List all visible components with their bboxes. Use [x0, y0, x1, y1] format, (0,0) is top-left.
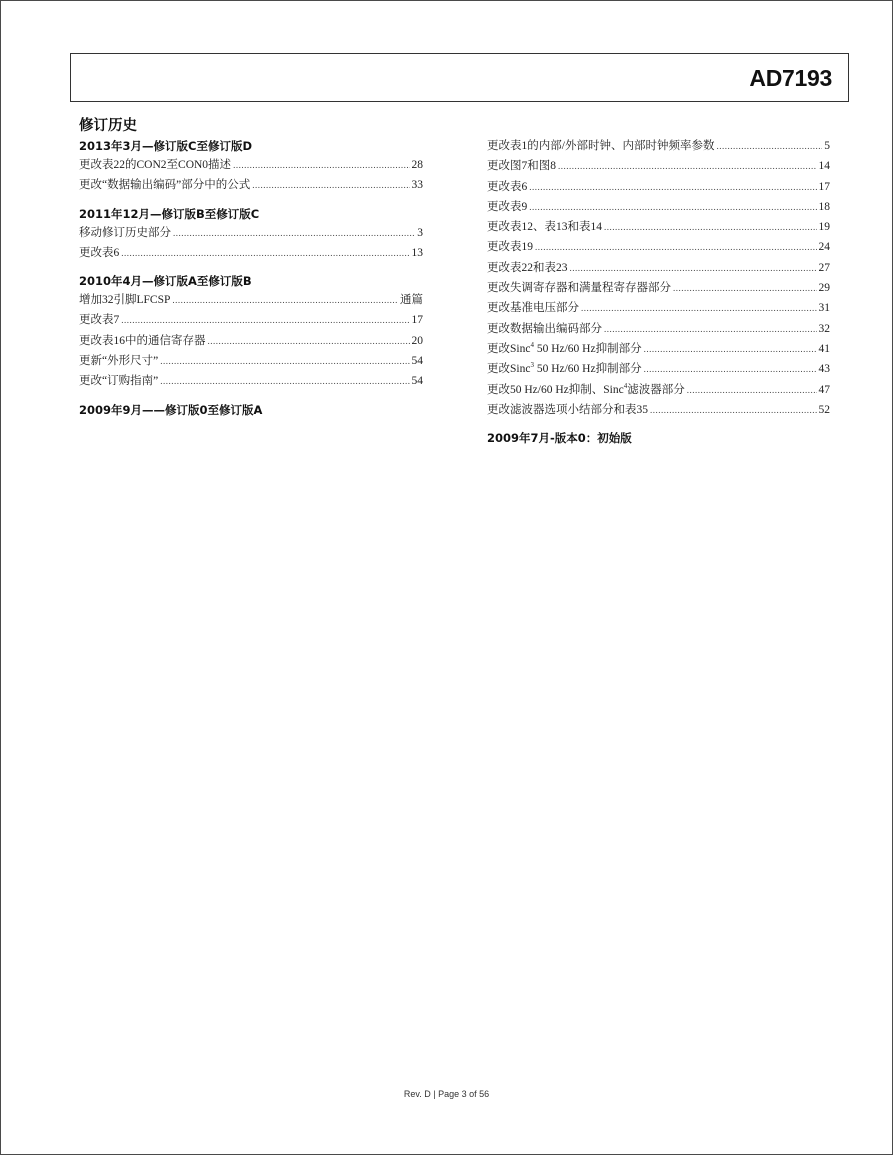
leader-dots: [644, 339, 817, 359]
leader-dots: [687, 380, 817, 400]
superscript: 4: [530, 341, 534, 350]
toc-label: 更改基准电压部分: [487, 302, 579, 315]
toc-label: 更改表9: [487, 200, 528, 213]
toc-label: 更改图7和图8: [487, 160, 556, 173]
toc-page: 3: [417, 226, 423, 239]
toc-entry[interactable]: [487, 237, 830, 257]
toc-label: 更改表19: [487, 241, 533, 254]
toc-label: 增加32引脚LFCSP: [79, 294, 171, 307]
toc-entry[interactable]: [79, 310, 423, 330]
leader-dots: [650, 400, 817, 420]
revision-history-right-column: [487, 136, 830, 447]
leader-dots: [716, 136, 822, 156]
toc-label: 更改表22的CON2至CON0描述: [79, 159, 232, 171]
toc-label: 更改表16中的通信寄存器: [79, 334, 206, 347]
toc-page: 29: [818, 282, 830, 295]
toc-page: 54: [411, 375, 423, 388]
leader-dots: [535, 237, 817, 257]
leader-dots: [160, 371, 409, 391]
toc-label: [487, 339, 642, 359]
leader-dots: [570, 258, 817, 278]
toc-page: 54: [411, 355, 423, 368]
toc-label-text: 更改Sinc: [487, 363, 531, 376]
leader-dots: [529, 197, 816, 217]
toc-page: 27: [818, 261, 830, 274]
revision-group-title: 2013年3月—修订版C至修订版D: [79, 139, 252, 153]
toc-entry[interactable]: [487, 278, 830, 298]
toc-page: 5: [824, 140, 830, 152]
leader-dots: [173, 223, 415, 243]
section-title: 修订历史: [79, 118, 137, 134]
toc-label: 更改表6: [487, 180, 528, 193]
toc-entry[interactable]: [79, 371, 423, 391]
toc-label-text: 更改50 Hz/60 Hz抑制、Sinc: [487, 383, 624, 396]
toc-page: 41: [818, 342, 830, 355]
header-box: [70, 53, 849, 102]
page-footer: Rev. D | Page 3 of 56: [403, 1089, 490, 1099]
toc-entry[interactable]: [487, 400, 830, 420]
toc-page: 31: [818, 302, 830, 315]
revision-history-left-column: [79, 115, 423, 419]
leader-dots: [208, 331, 410, 351]
toc-label: 更改“数据输出编码”部分中的公式: [79, 179, 251, 192]
leader-dots: [604, 319, 817, 339]
document-title: AD7193: [749, 65, 832, 91]
toc-entry[interactable]: [79, 243, 423, 263]
leader-dots: [558, 156, 817, 176]
toc-label-text: 50 Hz/60 Hz抑制部分: [533, 363, 642, 376]
leader-dots: [160, 351, 409, 371]
toc-page: 19: [818, 221, 830, 234]
toc-label: 更改表6: [79, 246, 120, 259]
toc-label-text: 滤波器部分: [627, 383, 685, 396]
toc-label: [487, 359, 642, 379]
toc-page: 13: [411, 246, 423, 259]
toc-entry[interactable]: [487, 258, 830, 278]
leader-dots: [581, 298, 817, 318]
revision-group-title: 2009年9月——修订版0至修订版A: [79, 402, 263, 417]
leader-dots: [233, 155, 409, 175]
toc-entry[interactable]: [79, 290, 423, 310]
toc-label: 更改表22和表23: [487, 261, 568, 274]
toc-label: 移动修订历史部分: [79, 226, 171, 239]
toc-label: 更改表12、表13和表14: [487, 221, 602, 234]
toc-label-text: 50 Hz/60 Hz抑制部分: [533, 342, 642, 355]
toc-entry[interactable]: [487, 359, 830, 379]
toc-page: 33: [411, 179, 423, 192]
toc-page: 43: [818, 363, 830, 376]
leader-dots: [529, 177, 816, 197]
toc-entry[interactable]: [79, 155, 423, 175]
toc-page: 17: [411, 314, 423, 327]
toc-label: 更改表7: [79, 314, 120, 327]
superscript: 4: [623, 381, 628, 390]
leader-dots: [121, 310, 409, 330]
toc-entry[interactable]: [487, 298, 830, 318]
toc-page: 47: [818, 383, 830, 396]
leader-dots: [252, 175, 409, 195]
toc-entry[interactable]: [487, 177, 830, 197]
toc-page: 24: [818, 241, 830, 254]
toc-entry[interactable]: [487, 339, 830, 359]
toc-entry[interactable]: [79, 223, 423, 243]
toc-entry[interactable]: [79, 331, 423, 351]
toc-entry[interactable]: [79, 175, 423, 195]
toc-entry[interactable]: [487, 217, 830, 237]
toc-page: 52: [818, 403, 830, 416]
toc-entry[interactable]: [79, 351, 423, 371]
toc-page: 17: [818, 180, 830, 193]
toc-entry[interactable]: [487, 136, 830, 156]
toc-entry[interactable]: [487, 380, 830, 400]
toc-label: [487, 380, 685, 400]
toc-page: 20: [411, 334, 423, 347]
toc-entry[interactable]: [487, 197, 830, 217]
toc-label: 更改数据输出编码部分: [487, 322, 602, 335]
toc-label: 更改表1的内部/外部时钟、内部时钟频率参数: [487, 140, 715, 152]
toc-label: 更改失调寄存器和满量程寄存器部分: [487, 282, 671, 295]
leader-dots: [673, 278, 817, 298]
toc-entry[interactable]: [487, 156, 830, 176]
revision-group-title: 2010年4月—修订版A至修订版B: [79, 274, 252, 289]
toc-label-text: 更改Sinc: [487, 342, 531, 355]
leader-dots: [644, 359, 817, 379]
toc-page: 14: [818, 160, 830, 173]
leader-dots: [121, 243, 409, 263]
leader-dots: [604, 217, 817, 237]
toc-page: 28: [411, 159, 423, 171]
toc-page: 18: [818, 200, 830, 213]
superscript: 3: [530, 361, 534, 370]
toc-page: 通篇: [400, 294, 423, 307]
revision-group-title: 2011年12月—修订版B至修订版C: [79, 206, 260, 221]
revision-group-title: 2009年7月-版本0：初始版: [487, 431, 632, 446]
toc-label: 更新“外形尺寸”: [79, 355, 159, 368]
toc-label: 更改滤波器选项小结部分和表35: [487, 403, 648, 416]
toc-entry[interactable]: [487, 319, 830, 339]
toc-label: 更改“订购指南”: [79, 375, 159, 388]
leader-dots: [172, 290, 398, 310]
toc-page: 32: [818, 322, 830, 335]
